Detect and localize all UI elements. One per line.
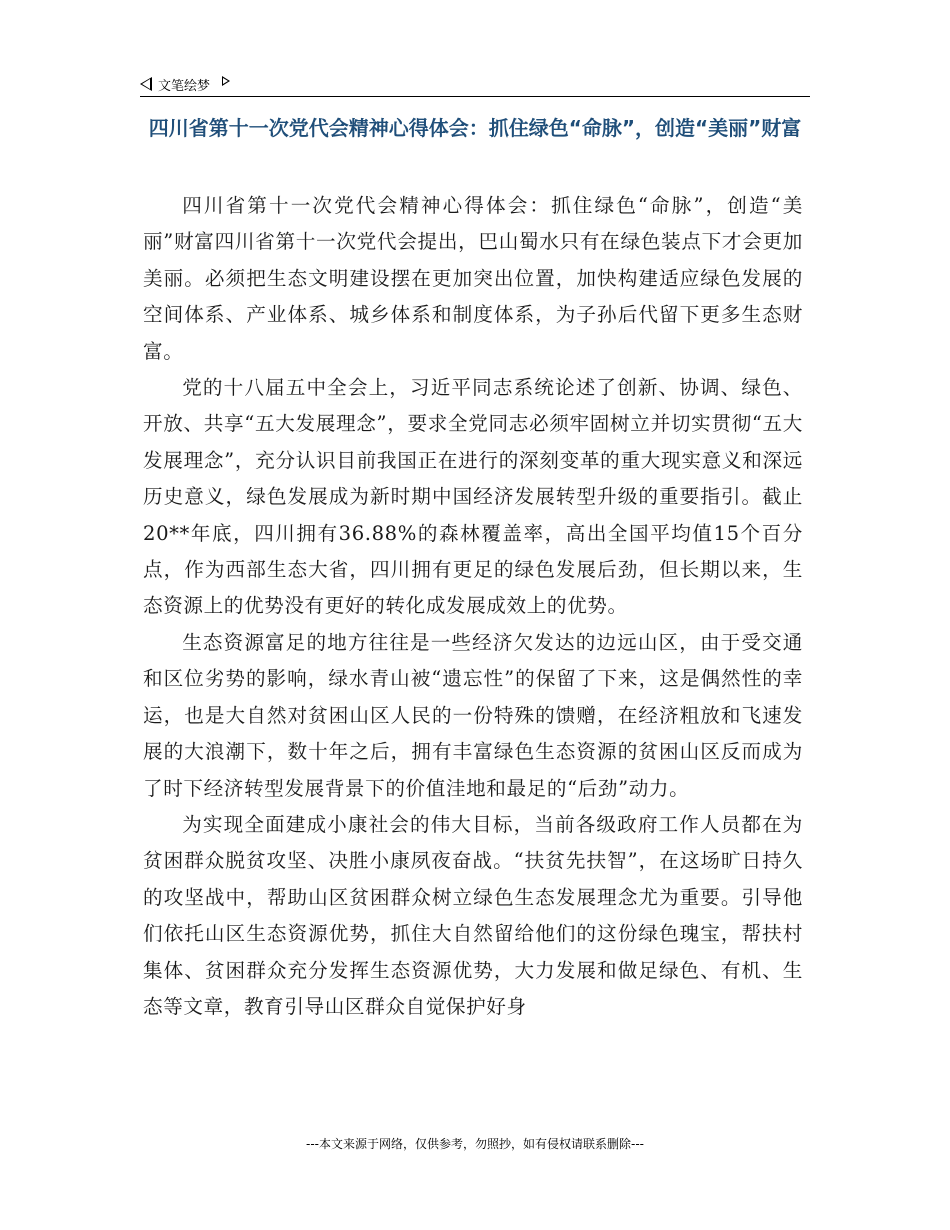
paragraph: 为实现全面建成小康社会的伟大目标，当前各级政府工作人员都在为贫困群众脱贫攻坚、决胜小康夙夜奋战。“扶贫先扶智”，在这场旷日持久的攻坚战中，帮助山区贫困群众树立绿色生态发展理念尤为重要。引导他们依托山区生态资源优势，抓住大自然留给他们的这份绿色瑰宝，帮扶村集体、贫困群众充分发挥生态资源优势，大力发展和做足绿色、有机、生态等文章，教育引导山区群众自觉保护好身	[143, 812, 803, 1018]
footer-notice: ---本文来源于网络，仅供参考，勿照抄，如有侵权请联系删除---	[306, 1137, 644, 1151]
paragraph: 四川省第十一次党代会精神心得体会：抓住绿色“命脉”，创造“美丽”财富四川省第十一次党代会提出，巴山蜀水只有在绿色装点下才会更加美丽。必须把生态文明建设摆在更加突出位置，加快构建适应绿色发展的空间体系、产业体系、城乡体系和制度体系，为子孙后代留下更多生态财富。	[143, 194, 803, 363]
triangle-left-icon	[140, 77, 152, 91]
page-header	[140, 72, 810, 97]
paragraph: 党的十八届五中全会上，习近平同志系统论述了创新、协调、绿色、开放、共享“五大发展理念”，要求全党同志必须牢固树立并切实贯彻“五大发展理念”，充分认识目前我国正在进行的深刻变革的重大现实意义和深远历史意义，绿色发展成为新时期中国经济发展转型升级的重要指引。截止20**年底，四川拥有36.88%的森林覆盖率，高出全国平均值15个百分点，作为西部生态大省，四川拥有更足的绿色发展后劲，但长期以来，生态资源上的优势没有更好的转化成发展成效上的优势。	[143, 376, 803, 618]
triangle-right-icon	[222, 76, 230, 86]
header-label: 文笔绘梦	[158, 78, 211, 94]
document-title: 四川省第十一次党代会精神心得体会：抓住绿色“命脉”，创造“美丽”财富	[148, 116, 802, 140]
paragraph: 生态资源富足的地方往往是一些经济欠发达的边远山区，由于受交通和区位劣势的影响，绿水青山被“遗忘性”的保留了下来，这是偶然性的幸运，也是大自然对贫困山区人民的一份特殊的馈赠，在经济粗放和飞速发展的大浪潮下，数十年之后，拥有丰富绿色生态资源的贫困山区反而成为了时下经济转型发展背景下的价值洼地和最足的“后劲”动力。	[143, 630, 803, 800]
document-body	[143, 188, 803, 1025]
